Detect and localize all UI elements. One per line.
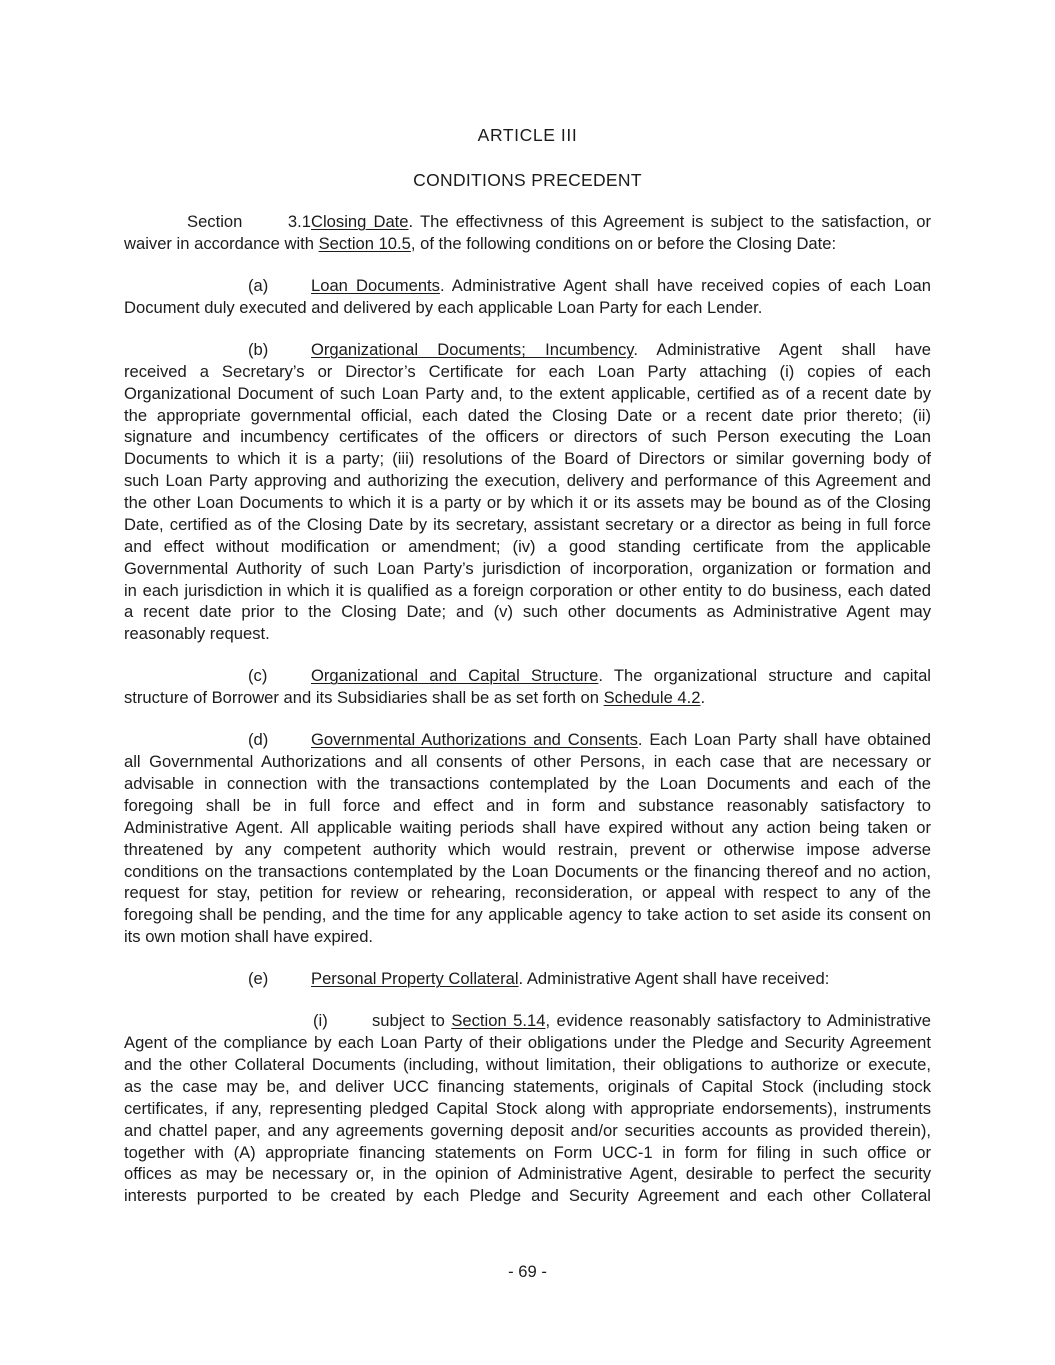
paragraph-first-line — [124, 211, 931, 233]
text-line — [124, 470, 931, 492]
text-run: Administrative Agent. All applicable waiting periods shall have expired without any action being taken or — [124, 817, 931, 837]
paragraph-first-line — [124, 729, 931, 751]
text-line — [124, 687, 931, 709]
section-3-1-closing-date — [124, 211, 931, 255]
paragraph-heading: Personal Property Collateral — [311, 969, 519, 989]
cross-reference: Schedule 4.2 — [603, 688, 701, 708]
paragraph-first-line — [124, 1010, 931, 1032]
text-run: . The effectivness of this Agreement is subject to the satisfaction, or — [408, 212, 931, 231]
text-run: interests purported to be created by each Pledge and Security Agreement and each other Collateral — [124, 1186, 931, 1206]
text-run: . Administrative Agent shall have received copies of each Loan — [439, 275, 931, 295]
text-line — [124, 383, 931, 405]
text-run: in each jurisdiction in which it is qualified as a foreign corporation or other entity to do business, each dated — [124, 580, 931, 600]
text-run: all Governmental Authorizations and all consents of other Persons, in each case that are necessary or — [124, 752, 931, 772]
text-line — [124, 882, 931, 904]
text-line — [124, 1032, 931, 1054]
text-line — [124, 1163, 931, 1185]
text-line — [124, 1098, 931, 1120]
clause-c-organizational-capital-structure — [124, 665, 931, 709]
text-line — [124, 773, 931, 795]
text-run: . — [700, 688, 706, 708]
paragraph-label: (i) — [313, 1011, 328, 1031]
text-run: foregoing shall be pending, and the time for any applicable agency to take action to set aside its consent on — [124, 905, 931, 925]
text-run: , of the following conditions on or before the Closing Date: — [410, 233, 837, 253]
text-line — [124, 904, 931, 926]
text-run: Date, certified as of the Closing Date by its secretary, assistant secretary or a director as being in full force — [124, 514, 931, 534]
paragraph-label: (c) — [248, 666, 268, 686]
text-run: its own motion shall have expired. — [124, 927, 374, 947]
text-run: . Administrative Agent shall have received: — [518, 969, 830, 989]
text-line — [124, 448, 931, 470]
text-line — [124, 580, 931, 602]
text-line — [124, 861, 931, 883]
cross-reference: Section 10.5 — [318, 233, 411, 253]
paragraph-heading: Organizational and Capital Structure — [311, 666, 599, 686]
clause-b-organizational-documents-incumbency — [124, 339, 931, 645]
text-line — [124, 817, 931, 839]
paragraph-heading: Loan Documents — [311, 275, 440, 295]
clause-d-governmental-authorizations — [124, 729, 931, 948]
text-run: advisable in connection with the transactions contemplated by the Loan Documents and each of the — [124, 774, 931, 793]
clause-e-personal-property-collateral — [124, 968, 931, 990]
paragraph-label: (d) — [248, 730, 269, 750]
text-run: as the case may be, and deliver UCC financing statements, originals of Capital Stock (including stock — [124, 1076, 931, 1096]
paragraph-first-line — [124, 339, 931, 361]
paragraph-first-line — [124, 275, 931, 297]
text-run: offices as may be necessary or, in the opinion of Administrative Agent, desirable to perfect the security — [124, 1164, 931, 1184]
text-run: threatened by any competent authority which would restrain, prevent or otherwise impose adverse — [124, 839, 931, 859]
text-line — [124, 297, 931, 319]
article-title: CONDITIONS PRECEDENT — [413, 170, 642, 190]
paragraph-first-line — [124, 665, 931, 687]
text-line — [124, 795, 931, 817]
text-line — [124, 1185, 931, 1207]
text-line — [124, 1054, 931, 1076]
text-line — [124, 426, 931, 448]
text-line — [124, 233, 931, 255]
paragraph-first-line — [124, 968, 931, 990]
subclause-i-collateral-evidence — [124, 1010, 931, 1207]
text-run: . Each Loan Party shall have obtained — [637, 730, 931, 750]
text-run: signature and incumbency certificates of the officers or directors of such Person executing the Loan — [124, 427, 931, 447]
text-line — [124, 751, 931, 773]
text-run: subject to — [372, 1011, 452, 1031]
text-run: waiver in accordance with — [124, 233, 319, 253]
text-run: and chattel paper, and any agreements governing deposit and/or securities accounts as provided therein), — [124, 1120, 931, 1140]
text-line — [124, 926, 931, 948]
text-run: and the other Collateral Documents (including, without limitation, their obligations to authorize or execute, — [124, 1055, 931, 1074]
text-run: Organizational Document of such Loan Party and, to the extent applicable, certified as of a recent date by — [124, 383, 931, 403]
text-run: and effect without modification or amendment; (iv) a good standing certificate from the applicable — [124, 536, 931, 556]
text-run: a recent date prior to the Closing Date; and (v) such other documents as Administrative Agent may — [124, 602, 931, 622]
text-run: request for stay, petition for review or rehearing, reconsideration, or appeal with respect to any of the — [124, 883, 931, 903]
paragraph-heading: Closing Date — [311, 212, 409, 231]
clause-a-loan-documents — [124, 275, 931, 319]
text-run: conditions on the transactions contemplated by the Loan Documents or the financing thereof and no action, — [124, 861, 931, 881]
text-run: structure of Borrower and its Subsidiaries shall be as set forth on — [124, 688, 604, 708]
text-run: foregoing shall be in full force and effect and in form and substance reasonably satisfactory to — [124, 795, 931, 815]
article-number: ARTICLE III — [477, 125, 578, 145]
text-run: Documents to which it is a party; (iii) resolutions of the Board of Directors or similar governing body of — [124, 449, 931, 469]
text-run: . The organizational structure and capital — [598, 666, 931, 686]
paragraph-label: Section 3.1 — [187, 212, 311, 231]
text-line — [124, 514, 931, 536]
document-body — [124, 211, 931, 1207]
text-run: certificates, if any, representing pledged Capital Stock along with appropriate endorsements), instruments — [124, 1098, 931, 1118]
text-run: the other Loan Documents to which it is a party or by which it or its assets may be bound as of the Closing — [124, 493, 931, 512]
text-line — [124, 601, 931, 623]
text-run: Agent of the compliance by each Loan Party of their obligations under the Pledge and Security Agreement — [124, 1033, 931, 1053]
paragraph-heading: Governmental Authorizations and Consents — [311, 730, 638, 750]
text-run: received a Secretary’s or Director’s Certificate for each Loan Party attaching (i) copies of each — [124, 361, 931, 381]
text-line — [124, 558, 931, 580]
page-number: - 69 - — [508, 1262, 547, 1281]
text-run: the appropriate governmental official, each dated the Closing Date or a recent date prior thereto; (ii) — [124, 405, 931, 425]
text-line — [124, 405, 931, 427]
text-line — [124, 536, 931, 558]
paragraph-label: (b) — [248, 339, 269, 359]
text-run: Document duly executed and delivered by each applicable Loan Party for each Lender. — [124, 297, 763, 317]
text-run: , evidence reasonably satisfactory to Administrative — [545, 1011, 931, 1031]
text-run: Governmental Authority of such Loan Party’s jurisdiction of incorporation, organization or formation and — [124, 558, 931, 578]
text-line — [124, 1142, 931, 1164]
text-run: . Administrative Agent shall have — [633, 339, 931, 359]
paragraph-heading: Organizational Documents; Incumbency — [311, 339, 634, 359]
text-line — [124, 361, 931, 383]
text-line — [124, 1076, 931, 1098]
text-run: together with (A) appropriate financing statements on Form UCC-1 in form for filing in such office or — [124, 1142, 931, 1162]
text-run: reasonably request. — [124, 624, 270, 644]
text-line — [124, 839, 931, 861]
paragraph-label: (e) — [248, 969, 269, 989]
cross-reference: Section 5.14 — [451, 1011, 546, 1031]
text-run: such Loan Party approving and authorizing the execution, delivery and performance of this Agreement and — [124, 471, 931, 491]
paragraph-label: (a) — [248, 275, 269, 295]
text-line — [124, 1120, 931, 1142]
text-line — [124, 492, 931, 514]
text-line — [124, 623, 931, 645]
